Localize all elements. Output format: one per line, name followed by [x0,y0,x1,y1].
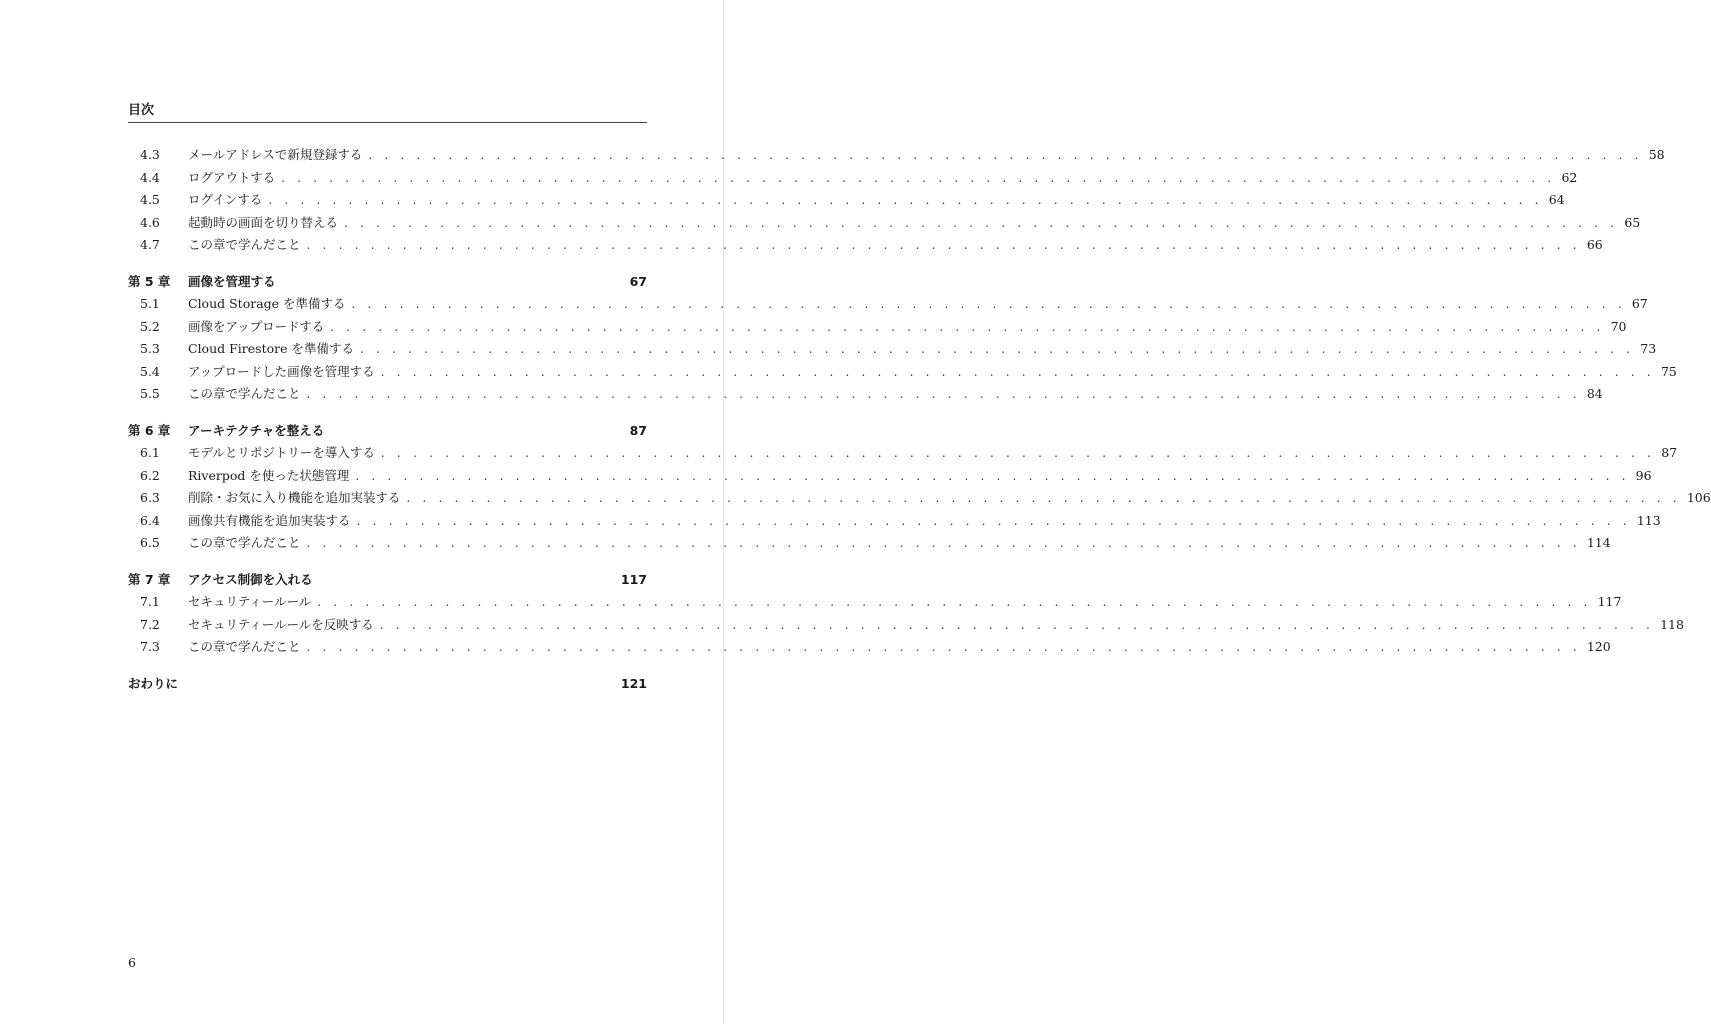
toc-leader-dots: . . . . . . . . . . . . . . . . . . . . . . . . . . . . . . . . . . . . . . . . . . . . . . . . . . . . . . . . . . . . . . . . . . . . . . . . . . . . . . . . [379,617,1655,632]
toc-leader-dots: . . . . . . . . . . . . . . . . . . . . . . . . . . . . . . . . . . . . . . . . . . . . . . . . . . . . . . . . . . . . . . . . . . . . . . . . . . . . . . . . [368,148,1643,162]
toc-section-number: 5.2 [140,318,160,334]
toc-page-number: 87 [629,422,647,438]
toc-section-row[interactable] [128,591,1622,614]
toc-section-title: モデルとリポジトリーを導入する [188,445,375,460]
toc-leader-dots: . . . . . . . . . . . . . . . . . . . . . . . . . . . . . . . . . . . . . . . . . . . . . . . . . . . . . . . . . . . . . . . . . . . . . . . . . . . . . . . . [356,513,1631,528]
toc-section-number: 4.4 [140,169,160,185]
toc-section-row[interactable] [128,212,1641,235]
toc-section-row[interactable] [128,316,1627,339]
toc-page-number: 87 [1661,445,1678,460]
toc-chapter-number: 第 6 章 [128,422,171,438]
toc-page-number: 67 [629,273,647,289]
toc-section-row[interactable] [128,234,1603,257]
toc-section-row[interactable] [128,361,1677,384]
toc-page-number: 64 [1548,192,1565,207]
toc-page-number: 106 [1686,490,1711,505]
toc-section-number: 7.3 [140,639,160,654]
toc-chapter-row[interactable] [128,569,647,592]
toc-chapter-title: アーキテクチャを整える [188,422,325,438]
toc-section-row[interactable] [128,338,1657,361]
toc-leader-dots: . . . . . . . . . . . . . . . . . . . . . . . . . . . . . . . . . . . . . . . . . . . . . . . . . . . . . . . . . . . . . . . . . . . . . . . . . . . . . . . . [406,491,1681,505]
toc-page-number: 113 [1636,512,1661,528]
toc-page-number: 114 [1586,535,1611,550]
toc-leader-dots: . . . . . . . . . . . . . . . . . . . . . . . . . . . . . . . . . . . . . . . . . . . . . . . . . . . . . . . . . . . . . . . . . . . . . . . . . . . . . . . . [306,640,1581,654]
toc-chapter-row[interactable] [128,271,647,294]
toc-section-number: 7.2 [140,616,160,632]
toc-leader-dots: . . . . . . . . . . . . . . . . . . . . . . . . . . . . . . . . . . . . . . . . . . . . . . . . . . . . . . . . . . . . . . . . . . . . . . . . . . . . . . . . [281,170,1556,185]
toc-chapter-number: 第 5 章 [128,273,171,289]
toc-end-title: おわりに [128,675,179,691]
toc-section-row[interactable] [128,293,1648,316]
toc-page-number: 58 [1648,147,1665,162]
toc-page-number: 75 [1660,363,1677,379]
page-header [128,100,647,123]
toc-section-title: メールアドレスで新規登録する [188,147,363,162]
toc-section-number: 5.3 [140,341,160,356]
toc-section-number: 6.2 [140,467,160,483]
page-number: 6 [128,955,136,970]
toc-section-number: 6.1 [140,445,160,460]
toc-page-number: 62 [1561,169,1578,185]
toc-section-title: 画像をアップロードする [188,318,325,334]
toc-section-title: Cloud Storage を準備する [188,296,346,311]
toc-section-number: 6.3 [140,490,160,505]
toc-section-title: この章で学んだこと [188,639,301,654]
toc-page-number: 70 [1610,318,1627,334]
toc-section-number: 4.3 [140,147,160,162]
toc-leader-dots: . . . . . . . . . . . . . . . . . . . . . . . . . . . . . . . . . . . . . . . . . . . . . . . . . . . . . . . . . . . . . . . . . . . . . . . . . . . . . . . . [306,238,1581,252]
toc-section-row[interactable] [128,465,1652,488]
toc-page-number: 120 [1586,639,1611,654]
toc-section-title: アップロードした画像を管理する [188,363,375,379]
toc-page-number: 118 [1660,616,1684,632]
toc-section-row[interactable] [128,383,1603,406]
toc-leader-dots: . . . . . . . . . . . . . . . . . . . . . . . . . . . . . . . . . . . . . . . . . . . . . . . . . . . . . . . . . . . . . . . . . . . . . . . . . . . . . . . . [380,446,1656,460]
toc-section-title: 起動時の画面を切り替える [188,214,339,230]
toc-section-title: ログインする [188,192,263,207]
toc-section-title: この章で学んだこと [188,386,301,401]
toc-chapter-title: 画像を管理する [188,273,276,289]
toc-leader-dots: . . . . . . . . . . . . . . . . . . . . . . . . . . . . . . . . . . . . . . . . . . . . . . . . . . . . . . . . . . . . . . . . . . . . . . . . . . . . . . . . [344,215,1619,230]
page-title: 目次 [128,103,155,118]
toc-section-title: セキュリティールール [188,594,312,609]
toc-section-number: 5.1 [140,296,160,311]
toc-chapter-number: 第 7 章 [128,571,171,587]
toc-page-number: 84 [1586,386,1603,401]
toc-page-number: 121 [620,675,647,691]
toc-section-number: 5.5 [140,386,160,401]
toc-section-number: 6.5 [140,535,160,550]
toc-section-number: 5.4 [140,363,160,379]
toc-leader-dots: . . . . . . . . . . . . . . . . . . . . . . . . . . . . . . . . . . . . . . . . . . . . . . . . . . . . . . . . . . . . . . . . . . . . . . . . . . . . . . . . [355,468,1630,483]
toc-page-number: 117 [1597,594,1622,609]
toc-section-row[interactable] [128,442,1678,465]
toc-page-number: 96 [1635,467,1652,483]
toc-page-number: 67 [1631,296,1648,311]
toc-section-title: この章で学んだこと [188,237,301,252]
toc-section-row[interactable] [128,636,1611,659]
toc-leader-dots: . . . . . . . . . . . . . . . . . . . . . . . . . . . . . . . . . . . . . . . . . . . . . . . . . . . . . . . . . . . . . . . . . . . . . . . . . . . . . . . . [268,193,1543,207]
toc-leader-dots: . . . . . . . . . . . . . . . . . . . . . . . . . . . . . . . . . . . . . . . . . . . . . . . . . . . . . . . . . . . . . . . . . . . . . . . . . . . . . . . . [380,364,1655,379]
toc-section-number: 7.1 [140,594,160,609]
toc-section-title: Cloud Firestore を準備する [188,341,354,356]
toc-chapter-title: アクセス制御を入れる [188,571,313,587]
table-of-contents [128,144,1711,695]
toc-leader-dots: . . . . . . . . . . . . . . . . . . . . . . . . . . . . . . . . . . . . . . . . . . . . . . . . . . . . . . . . . . . . . . . . . . . . . . . . . . . . . . . . [306,387,1581,401]
toc-section-number: 4.7 [140,237,160,252]
toc-leader-dots: . . . . . . . . . . . . . . . . . . . . . . . . . . . . . . . . . . . . . . . . . . . . . . . . . . . . . . . . . . . . . . . . . . . . . . . . . . . . . . . . [306,536,1581,550]
toc-section-title: 画像共有機能を追加実装する [188,512,351,528]
toc-section-row[interactable] [128,144,1665,167]
toc-section-row[interactable] [128,614,1684,637]
toc-section-row[interactable] [128,167,1578,190]
toc-section-number: 6.4 [140,512,160,528]
toc-section-title: 削除・お気に入り機能を追加実装する [188,490,401,505]
toc-leader-dots: . . . . . . . . . . . . . . . . . . . . . . . . . . . . . . . . . . . . . . . . . . . . . . . . . . . . . . . . . . . . . . . . . . . . . . . . . . . . . . . . [330,319,1605,334]
toc-section-title: Riverpod を使った状態管理 [188,467,350,483]
toc-section-number: 4.6 [140,214,160,230]
toc-leader-dots: . . . . . . . . . . . . . . . . . . . . . . . . . . . . . . . . . . . . . . . . . . . . . . . . . . . . . . . . . . . . . . . . . . . . . . . . . . . . . . . . [359,342,1635,356]
toc-page-number: 66 [1586,237,1603,252]
toc-section-title: セキュリティールールを反映する [188,616,374,632]
toc-page-number: 65 [1624,214,1641,230]
toc-page-number: 117 [620,571,647,587]
toc-page-number: 73 [1640,341,1657,356]
toc-section-number: 4.5 [140,192,160,207]
toc-section-title: ログアウトする [188,169,276,185]
toc-section-row[interactable] [128,487,1711,510]
toc-chapter-row[interactable] [128,420,647,443]
toc-leader-dots: . . . . . . . . . . . . . . . . . . . . . . . . . . . . . . . . . . . . . . . . . . . . . . . . . . . . . . . . . . . . . . . . . . . . . . . . . . . . . . . . [351,297,1626,311]
toc-end-row[interactable] [128,673,647,696]
toc-section-row[interactable] [128,532,1611,555]
toc-section-row[interactable] [128,510,1661,533]
toc-leader-dots: . . . . . . . . . . . . . . . . . . . . . . . . . . . . . . . . . . . . . . . . . . . . . . . . . . . . . . . . . . . . . . . . . . . . . . . . . . . . . . . . [317,595,1592,609]
toc-section-title: この章で学んだこと [188,535,301,550]
toc-section-row[interactable] [128,189,1565,212]
